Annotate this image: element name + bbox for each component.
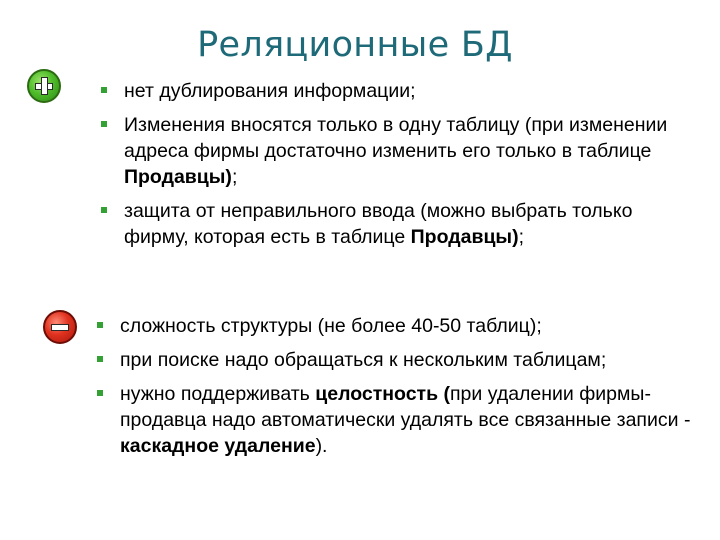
cons-item-tail: при удалении фирмы-продавца надо автоматически удалять все связанные записи - — [120, 383, 691, 431]
pros-item — [98, 78, 688, 104]
plus-circle-icon — [27, 69, 61, 103]
pros-item-bold: Продавцы) — [410, 226, 519, 248]
slide-title: Реляционные БД — [197, 25, 513, 65]
pros-item-text: Изменения вносятся только в одну таблицу (при изменении адреса фирмы достаточно изменить его только в таблице — [124, 114, 668, 162]
cons-item-text: при поиске надо обращаться к нескольким таблицам; — [120, 349, 607, 371]
bullet-square-icon — [101, 87, 107, 93]
plus-vertical-bar — [41, 77, 48, 95]
pros-item-bold: Продавцы) — [124, 166, 232, 188]
cons-item-tail-2: ). — [315, 435, 328, 457]
cons-list — [94, 313, 694, 467]
pros-item-tail: ; — [231, 166, 238, 188]
bullet-square-icon — [101, 207, 107, 213]
cons-item-text: нужно поддерживать — [120, 383, 316, 405]
bullet-square-icon — [97, 356, 103, 362]
cons-item — [94, 313, 694, 339]
cons-item — [94, 347, 694, 373]
pros-item-tail: ; — [518, 226, 525, 248]
pros-item — [98, 198, 688, 250]
bullet-square-icon — [101, 121, 107, 127]
cons-item-bold-2: каскадное удаление — [120, 435, 316, 457]
pros-list — [98, 78, 688, 258]
pros-item — [98, 112, 688, 190]
bullet-square-icon — [97, 322, 103, 328]
minus-circle-icon — [43, 310, 77, 344]
bullet-square-icon — [97, 390, 103, 396]
cons-item — [94, 381, 694, 459]
cons-item-bold: целостность ( — [315, 383, 450, 405]
minus-bar — [51, 324, 69, 331]
cons-item-text: сложность структуры (не более 40-50 таблиц); — [120, 315, 542, 337]
pros-item-text: защита от неправильного ввода (можно выбрать только фирму, которая есть в таблице — [124, 200, 633, 248]
pros-item-text: нет дублирования информации; — [124, 80, 416, 102]
